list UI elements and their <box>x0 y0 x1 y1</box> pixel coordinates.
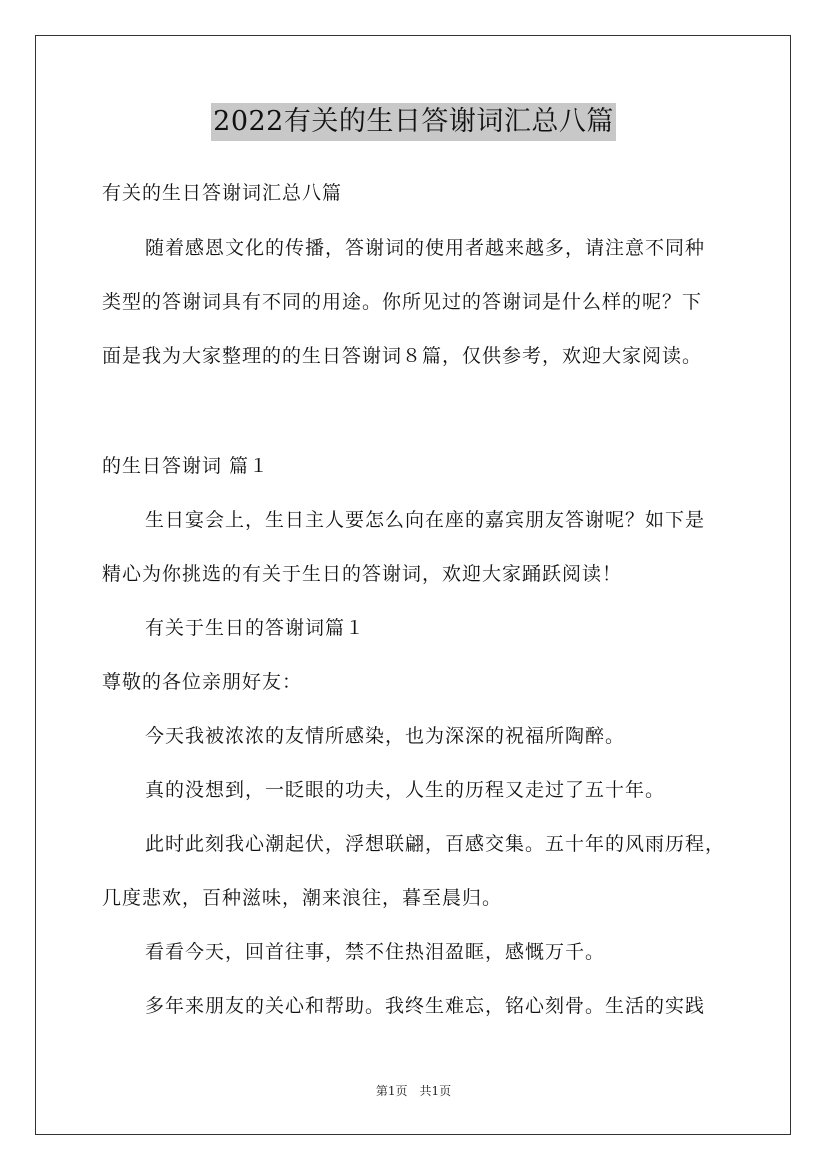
body-line-5: 看看今天，回首往事，禁不住热泪盈眶，感慨万千。 <box>145 941 606 963</box>
subtitle-line: 有关的生日答谢词汇总八篇 <box>102 182 343 204</box>
body-line-2: 真的没想到，一眨眼的功夫，人生的历程又走过了五十年。 <box>145 779 666 801</box>
speech-heading: 有关于生日的答谢词篇１ <box>145 617 366 639</box>
body-line-4: 几度悲欢，百种滋味，潮来浪往，暮至晨归。 <box>102 887 503 909</box>
intro-line-1: 随着感恩文化的传播，答谢词的使用者越来越多，请注意不同种 <box>145 237 706 259</box>
section-para-line-2: 精心为你挑选的有关于生日的答谢词，欢迎大家踊跃阅读！ <box>102 563 623 585</box>
document-title: 2022有关的生日答谢词汇总八篇 <box>211 103 616 141</box>
title-container <box>0 103 827 141</box>
body-line-6: 多年来朋友的关心和帮助。我终生难忘，铭心刻骨。生活的实践 <box>145 995 706 1017</box>
body-line-3: 此时此刻我心潮起伏，浮想联翩，百感交集。五十年的风雨历程， <box>145 833 726 855</box>
section-para-line-1: 生日宴会上，生日主人要怎么向在座的嘉宾朋友答谢呢？如下是 <box>145 509 706 531</box>
body-line-1: 今天我被浓浓的友情所感染，也为深深的祝福所陶醉。 <box>145 725 626 747</box>
intro-line-2: 类型的答谢词具有不同的用途。你所见过的答谢词是什么样的呢？下 <box>102 291 703 313</box>
salutation: 尊敬的各位亲朋好友： <box>102 671 303 693</box>
intro-line-3: 面是我为大家整理的的生日答谢词８篇，仅供参考，欢迎大家阅读。 <box>102 345 703 367</box>
page-number-footer: 第1页 共1页 <box>375 1084 452 1098</box>
section-heading: 的生日答谢词 篇１ <box>102 455 270 477</box>
